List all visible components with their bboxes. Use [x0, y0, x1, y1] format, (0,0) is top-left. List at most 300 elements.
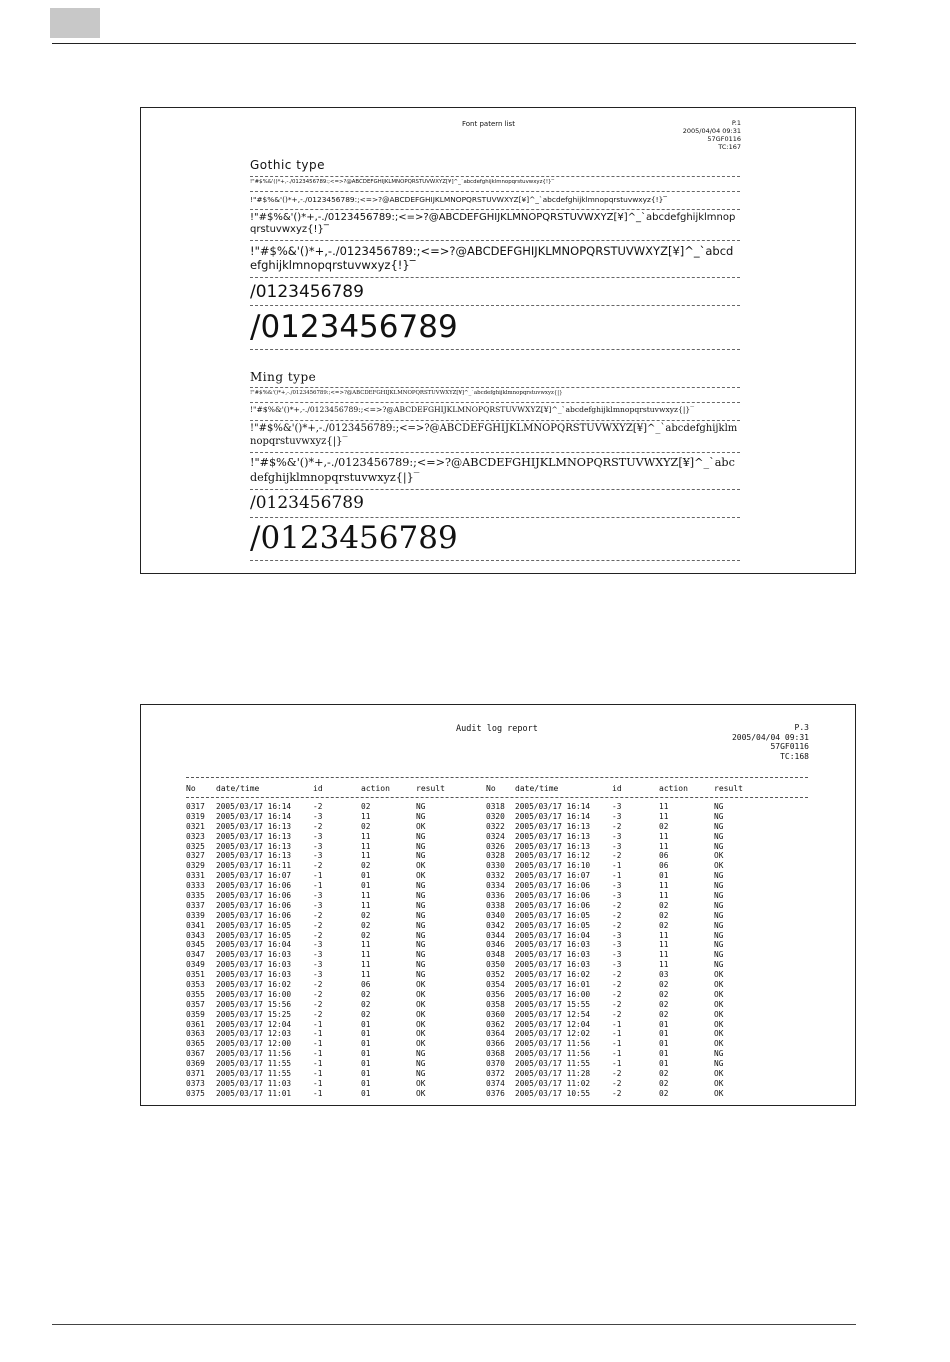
table-cell: -3: [313, 950, 323, 960]
divider: [250, 420, 740, 421]
table-cell: 11: [659, 811, 669, 821]
table-cell: -3: [612, 940, 622, 950]
col-header: date/time: [515, 784, 559, 793]
table-cell: 2005/03/17 16:06: [216, 910, 292, 920]
table-cell: 0369: [186, 1059, 205, 1069]
table-cell: 06: [361, 980, 371, 990]
table-cell: NG: [416, 940, 426, 950]
table-cell: 2005/03/17 16:14: [515, 811, 591, 821]
table-cell: 2005/03/17 16:13: [216, 821, 292, 831]
table-cell: OK: [714, 999, 724, 1009]
table-cell: -3: [612, 960, 622, 970]
font-list-serial: 57GF0116: [707, 135, 741, 143]
table-cell: 2005/03/17 16:06: [515, 891, 591, 901]
table-cell: OK: [416, 1088, 426, 1098]
table-cell: 2005/03/17 15:56: [216, 999, 292, 1009]
table-cell: NG: [416, 802, 426, 811]
table-cell: 03: [659, 970, 669, 980]
table-cell: 01: [361, 1088, 371, 1098]
table-cell: 2005/03/17 11:55: [216, 1069, 292, 1079]
col-header: result: [416, 784, 445, 793]
col-header: id: [313, 784, 323, 793]
font-list-tc: TC:167: [718, 143, 741, 151]
footer-rule: [52, 1324, 856, 1325]
table-cell: OK: [714, 1069, 724, 1079]
table-cell: 01: [659, 1059, 669, 1069]
table-cell: OK: [416, 980, 426, 990]
table-cell: -2: [612, 1078, 622, 1088]
table-cell: 11: [361, 960, 371, 970]
table-cell: 01: [659, 1049, 669, 1059]
table-cell: 2005/03/17 12:04: [515, 1019, 591, 1029]
table-cell: 2005/03/17 16:03: [216, 950, 292, 960]
divider: [250, 517, 740, 518]
table-cell: -3: [313, 891, 323, 901]
table-cell: -1: [612, 1039, 622, 1049]
table-cell: 11: [361, 831, 371, 841]
table-cell: 0352: [486, 970, 505, 980]
ming-sample-line: !"#$%&'()*+,-./0123456789:;<=>?@ABCDEFGHIJKLMNOPQRSTUVWXYZ[¥]^_`abcdefghijklmnopqrstuvwxyz{|}‾: [250, 390, 566, 396]
table-cell: OK: [714, 970, 724, 980]
table-cell: 0325: [186, 841, 205, 851]
table-cell: 0334: [486, 881, 505, 891]
table-cell: 02: [361, 802, 371, 811]
divider: [250, 191, 740, 192]
table-cell: 02: [361, 989, 371, 999]
ming-sample-line: !"#$%&'()*+,-./0123456789:;<=>?@ABCDEFGHIJKLMNOPQRSTUVWXYZ[¥]^_`abcdefghijklmnopqrstuvwxyz{|}‾: [250, 423, 738, 447]
table-cell: 0335: [186, 891, 205, 901]
table-cell: 0324: [486, 831, 505, 841]
table-cell: 01: [659, 1039, 669, 1049]
table-cell: 01: [361, 1069, 371, 1079]
table-cell: -2: [612, 980, 622, 990]
table-cell: 0349: [186, 960, 205, 970]
table-cell: 2005/03/17 16:13: [515, 831, 591, 841]
table-cell: 0333: [186, 881, 205, 891]
gothic-sample-line: !"#$%&'()*+,-./0123456789:;<=>?@ABCDEFGHIJKLMNOPQRSTUVWXYZ[¥]^_`abcdefghijklmnopqrstuvwxyz{!}‾: [250, 244, 734, 272]
table-cell: -2: [612, 999, 622, 1009]
table-cell: 2005/03/17 16:05: [216, 920, 292, 930]
table-cell: 0342: [486, 920, 505, 930]
col-header: action: [361, 784, 390, 793]
table-cell: 2005/03/17 16:06: [216, 881, 292, 891]
table-cell: OK: [416, 1039, 426, 1049]
table-cell: 2005/03/17 16:03: [216, 970, 292, 980]
table-cell: 0359: [186, 1009, 205, 1019]
table-cell: 0360: [486, 1009, 505, 1019]
table-cell: NG: [416, 950, 426, 960]
table-cell: 11: [361, 940, 371, 950]
ming-digits-large: /0123456789: [250, 520, 458, 556]
table-cell: 2005/03/17 12:04: [216, 1019, 292, 1029]
table-cell: 0321: [186, 821, 205, 831]
table-cell: NG: [416, 900, 426, 910]
table-cell: -1: [313, 1088, 323, 1098]
table-cell: -1: [313, 1049, 323, 1059]
table-cell: NG: [714, 891, 724, 901]
table-cell: 06: [659, 861, 669, 871]
table-cell: NG: [416, 891, 426, 901]
table-cell: 0329: [186, 861, 205, 871]
table-cell: OK: [714, 980, 724, 990]
table-cell: 2005/03/17 16:14: [515, 802, 591, 811]
table-cell: 0370: [486, 1059, 505, 1069]
table-cell: NG: [714, 811, 724, 821]
table-cell: OK: [416, 989, 426, 999]
table-cell: 2005/03/17 11:55: [216, 1059, 292, 1069]
table-cell: 0346: [486, 940, 505, 950]
table-cell: -3: [313, 851, 323, 861]
table-cell: OK: [416, 821, 426, 831]
table-cell: 2005/03/17 16:05: [515, 910, 591, 920]
table-cell: 2005/03/17 12:54: [515, 1009, 591, 1019]
audit-title: Audit log report: [456, 724, 538, 734]
gothic-digits-large: /0123456789: [250, 309, 458, 345]
table-cell: -2: [612, 1088, 622, 1098]
col-header: result: [714, 784, 743, 793]
table-cell: 0331: [186, 871, 205, 881]
font-list-datetime: 2005/04/04 09:31: [682, 127, 741, 135]
table-cell: 0361: [186, 1019, 205, 1029]
header-rule: [52, 43, 856, 44]
divider: [250, 387, 740, 388]
table-cell: 2005/03/17 16:13: [216, 851, 292, 861]
gothic-sample-line: !"#$%&'()*+,-./0123456789:;<=>?@ABCDEFGHIJKLMNOPQRSTUVWXYZ[¥]^_`abcdefghijklmnopqrstuvwxyz{!}‾: [250, 212, 736, 235]
table-cell: -2: [313, 989, 323, 999]
table-cell: 0332: [486, 871, 505, 881]
table-cell: NG: [714, 940, 724, 950]
table-cell: 0365: [186, 1039, 205, 1049]
table-cell: 01: [361, 1078, 371, 1088]
table-cell: 2005/03/17 16:06: [216, 891, 292, 901]
table-cell: 11: [361, 950, 371, 960]
gothic-heading: Gothic type: [250, 158, 326, 172]
table-cell: 2005/03/17 16:04: [216, 940, 292, 950]
table-cell: 2005/03/17 16:02: [216, 980, 292, 990]
table-cell: -3: [612, 841, 622, 851]
table-cell: 0355: [186, 989, 205, 999]
table-cell: -1: [612, 861, 622, 871]
audit-tc: TC:168: [780, 751, 809, 761]
col-header: id: [612, 784, 622, 793]
table-cell: 0327: [186, 851, 205, 861]
audit-log-report-sample: [140, 704, 856, 1106]
table-cell: NG: [416, 841, 426, 851]
table-cell: 0354: [486, 980, 505, 990]
table-cell: 2005/03/17 11:28: [515, 1069, 591, 1079]
table-cell: -2: [313, 999, 323, 1009]
table-cell: -2: [612, 1009, 622, 1019]
table-cell: 0374: [486, 1078, 505, 1088]
table-cell: OK: [714, 1088, 724, 1098]
table-cell: NG: [714, 930, 724, 940]
table-cell: 02: [659, 1009, 669, 1019]
table-cell: OK: [416, 1009, 426, 1019]
table-cell: 02: [361, 999, 371, 1009]
table-cell: 01: [659, 1019, 669, 1029]
table-cell: 02: [659, 1088, 669, 1098]
divider: [250, 176, 740, 177]
table-cell: 01: [361, 1039, 371, 1049]
table-cell: OK: [416, 1019, 426, 1029]
table-cell: -2: [313, 1009, 323, 1019]
divider: [250, 240, 740, 241]
table-cell: -1: [612, 1029, 622, 1039]
table-cell: 2005/03/17 16:07: [515, 871, 591, 881]
table-cell: 2005/03/17 16:02: [515, 970, 591, 980]
table-cell: OK: [714, 1009, 724, 1019]
table-cell: 0345: [186, 940, 205, 950]
table-cell: -1: [313, 1069, 323, 1079]
table-cell: NG: [714, 950, 724, 960]
table-cell: 0353: [186, 980, 205, 990]
table-cell: 02: [361, 861, 371, 871]
table-cell: NG: [714, 821, 724, 831]
table-cell: 0356: [486, 989, 505, 999]
table-cell: 0319: [186, 811, 205, 821]
ming-sample-line: !"#$%&'()*+,-./0123456789:;<=>?@ABCDEFGHIJKLMNOPQRSTUVWXYZ[¥]^_`abcdefghijklmnopqrstuvwxyz{|}‾: [250, 405, 695, 414]
table-cell: OK: [714, 861, 724, 871]
table-cell: -2: [612, 920, 622, 930]
audit-table-header: [186, 784, 808, 794]
table-cell: NG: [416, 910, 426, 920]
table-cell: NG: [714, 881, 724, 891]
table-cell: 02: [659, 1069, 669, 1079]
table-cell: 2005/03/17 16:05: [515, 920, 591, 930]
table-cell: NG: [416, 1059, 426, 1069]
table-cell: -1: [313, 881, 323, 891]
table-cell: 06: [659, 851, 669, 861]
table-cell: 11: [361, 841, 371, 851]
table-cell: -3: [612, 891, 622, 901]
table-cell: 0357: [186, 999, 205, 1009]
table-cell: -1: [313, 1078, 323, 1088]
table-cell: 0367: [186, 1049, 205, 1059]
table-cell: 02: [659, 910, 669, 920]
table-cell: -1: [612, 871, 622, 881]
table-cell: 11: [659, 802, 669, 811]
table-cell: 01: [361, 881, 371, 891]
table-cell: 0348: [486, 950, 505, 960]
table-cell: 2005/03/17 11:01: [216, 1088, 292, 1098]
col-header: date/time: [216, 784, 260, 793]
gothic-sample-line: !"#$%&'()*+,-./0123456789:;<=>?@ABCDEFGHIJKLMNOPQRSTUVWXYZ[¥]^_`abcdefghijklmnopqrstuvwxyz{!}‾: [250, 195, 667, 204]
table-cell: -3: [612, 831, 622, 841]
table-cell: 2005/03/17 16:03: [216, 960, 292, 970]
table-cell: -2: [313, 861, 323, 871]
table-cell: NG: [416, 960, 426, 970]
table-cell: 0375: [186, 1088, 205, 1098]
table-cell: NG: [714, 1049, 724, 1059]
table-cell: 2005/03/17 10:55: [515, 1088, 591, 1098]
table-cell: 02: [361, 930, 371, 940]
divider: [250, 402, 740, 403]
table-cell: NG: [714, 920, 724, 930]
table-cell: 0322: [486, 821, 505, 831]
table-cell: 0350: [486, 960, 505, 970]
table-cell: -1: [612, 1059, 622, 1069]
table-cell: -2: [313, 930, 323, 940]
table-cell: 2005/03/17 12:00: [216, 1039, 292, 1049]
table-cell: 2005/03/17 16:06: [216, 900, 292, 910]
table-cell: 11: [361, 970, 371, 980]
table-cell: NG: [714, 1059, 724, 1069]
table-cell: 2005/03/17 16:14: [216, 802, 292, 811]
table-cell: 2005/03/17 11:02: [515, 1078, 591, 1088]
table-cell: 02: [659, 1078, 669, 1088]
table-cell: 2005/03/17 11:56: [515, 1049, 591, 1059]
table-cell: 0343: [186, 930, 205, 940]
table-cell: 2005/03/17 15:25: [216, 1009, 292, 1019]
table-cell: 2005/03/17 16:12: [515, 851, 591, 861]
table-cell: NG: [714, 831, 724, 841]
table-cell: NG: [714, 802, 724, 811]
table-cell: -2: [313, 980, 323, 990]
table-cell: 2005/03/17 16:05: [216, 930, 292, 940]
table-cell: 02: [361, 910, 371, 920]
divider: [250, 349, 740, 350]
table-cell: 0336: [486, 891, 505, 901]
table-cell: NG: [714, 841, 724, 851]
table-cell: NG: [416, 970, 426, 980]
table-cell: OK: [416, 861, 426, 871]
table-cell: 01: [361, 1029, 371, 1039]
col-header: action: [659, 784, 688, 793]
table-cell: 0317: [186, 802, 205, 811]
table-cell: 2005/03/17 11:03: [216, 1078, 292, 1088]
table-cell: 2005/03/17 16:13: [515, 821, 591, 831]
table-cell: 01: [659, 1029, 669, 1039]
table-cell: -1: [313, 1059, 323, 1069]
table-cell: OK: [416, 871, 426, 881]
table-cell: 0328: [486, 851, 505, 861]
table-cell: NG: [714, 960, 724, 970]
table-cell: -3: [313, 811, 323, 821]
table-cell: -1: [313, 1019, 323, 1029]
table-cell: 02: [361, 920, 371, 930]
table-cell: 0376: [486, 1088, 505, 1098]
table-cell: 11: [659, 940, 669, 950]
table-cell: 0337: [186, 900, 205, 910]
table-cell: 2005/03/17 16:00: [216, 989, 292, 999]
table-cell: -2: [612, 1069, 622, 1079]
table-cell: OK: [416, 1029, 426, 1039]
table-cell: 0347: [186, 950, 205, 960]
table-cell: -2: [612, 989, 622, 999]
table-cell: 0326: [486, 841, 505, 851]
table-cell: 2005/03/17 16:11: [216, 861, 292, 871]
table-cell: 2005/03/17 16:03: [515, 960, 591, 970]
table-cell: NG: [416, 1069, 426, 1079]
table-cell: -2: [313, 920, 323, 930]
font-pattern-list-sample: [140, 107, 856, 574]
table-cell: 0372: [486, 1069, 505, 1079]
table-cell: 01: [659, 871, 669, 881]
table-cell: NG: [416, 851, 426, 861]
table-cell: NG: [416, 831, 426, 841]
table-cell: -2: [612, 851, 622, 861]
table-cell: 2005/03/17 16:07: [216, 871, 292, 881]
table-cell: 02: [361, 1009, 371, 1019]
table-cell: -1: [313, 1029, 323, 1039]
table-cell: -2: [313, 821, 323, 831]
table-cell: 01: [361, 1019, 371, 1029]
table-cell: 2005/03/17 16:06: [515, 881, 591, 891]
table-cell: 2005/03/17 12:03: [216, 1029, 292, 1039]
table-cell: 0362: [486, 1019, 505, 1029]
table-cell: -3: [313, 960, 323, 970]
table-cell: 2005/03/17 16:13: [216, 841, 292, 851]
table-cell: 0339: [186, 910, 205, 920]
table-cell: OK: [714, 989, 724, 999]
audit-datetime: 2005/04/04 09:31: [731, 732, 809, 742]
table-cell: 2005/03/17 16:00: [515, 989, 591, 999]
table-cell: 2005/03/17 16:04: [515, 930, 591, 940]
gothic-sample-line: !"#$%&'()*+,-./0123456789:;<=>?@ABCDEFGHIJKLMNOPQRSTUVWXYZ[¥]^_`abcdefghijklmnopqrstuvwxyz{!}‾: [250, 179, 555, 185]
table-cell: 2005/03/17 11:56: [515, 1039, 591, 1049]
font-list-page: P.1: [731, 119, 741, 127]
table-cell: 0330: [486, 861, 505, 871]
table-cell: 0358: [486, 999, 505, 1009]
ming-sample-line: !"#$%&'()*+,-./0123456789:;<=>?@ABCDEFGHIJKLMNOPQRSTUVWXYZ[¥]^_`abcdefghijklmnopqrstuvwxyz{|}‾: [250, 456, 735, 484]
table-cell: NG: [714, 871, 724, 881]
audit-serial: 57GF0116: [770, 742, 809, 751]
table-cell: 0371: [186, 1069, 205, 1079]
table-cell: 02: [659, 999, 669, 1009]
table-cell: 11: [659, 831, 669, 841]
table-cell: -3: [612, 811, 622, 821]
table-cell: 0318: [486, 802, 505, 811]
table-cell: NG: [714, 900, 724, 910]
table-cell: -3: [313, 841, 323, 851]
divider: [250, 560, 740, 561]
table-cell: 02: [659, 900, 669, 910]
table-cell: -3: [612, 881, 622, 891]
table-cell: 0341: [186, 920, 205, 930]
table-cell: 11: [361, 811, 371, 821]
font-list-title: Font patern list: [462, 120, 515, 128]
table-cell: 0373: [186, 1078, 205, 1088]
col-header: No: [186, 784, 196, 793]
table-cell: NG: [416, 1049, 426, 1059]
table-cell: -1: [313, 1039, 323, 1049]
divider: [250, 305, 740, 306]
audit-page: P.3: [794, 723, 809, 732]
table-cell: 01: [361, 1049, 371, 1059]
table-cell: 0344: [486, 930, 505, 940]
table-cell: -3: [612, 930, 622, 940]
table-cell: -1: [612, 1049, 622, 1059]
table-cell: 11: [659, 891, 669, 901]
table-cell: OK: [416, 999, 426, 1009]
table-cell: -2: [612, 910, 622, 920]
table-cell: 01: [361, 871, 371, 881]
ming-heading: Ming type: [250, 370, 317, 384]
divider: [250, 452, 740, 453]
table-cell: 2005/03/17 16:06: [515, 900, 591, 910]
table-cell: OK: [416, 1078, 426, 1088]
divider: [250, 489, 740, 490]
table-cell: -1: [612, 1019, 622, 1029]
table-cell: NG: [416, 930, 426, 940]
divider: [186, 777, 808, 778]
table-cell: 0320: [486, 811, 505, 821]
table-cell: 11: [659, 930, 669, 940]
table-cell: 2005/03/17 16:13: [216, 831, 292, 841]
table-cell: 02: [361, 821, 371, 831]
table-cell: NG: [714, 910, 724, 920]
table-cell: 11: [659, 950, 669, 960]
